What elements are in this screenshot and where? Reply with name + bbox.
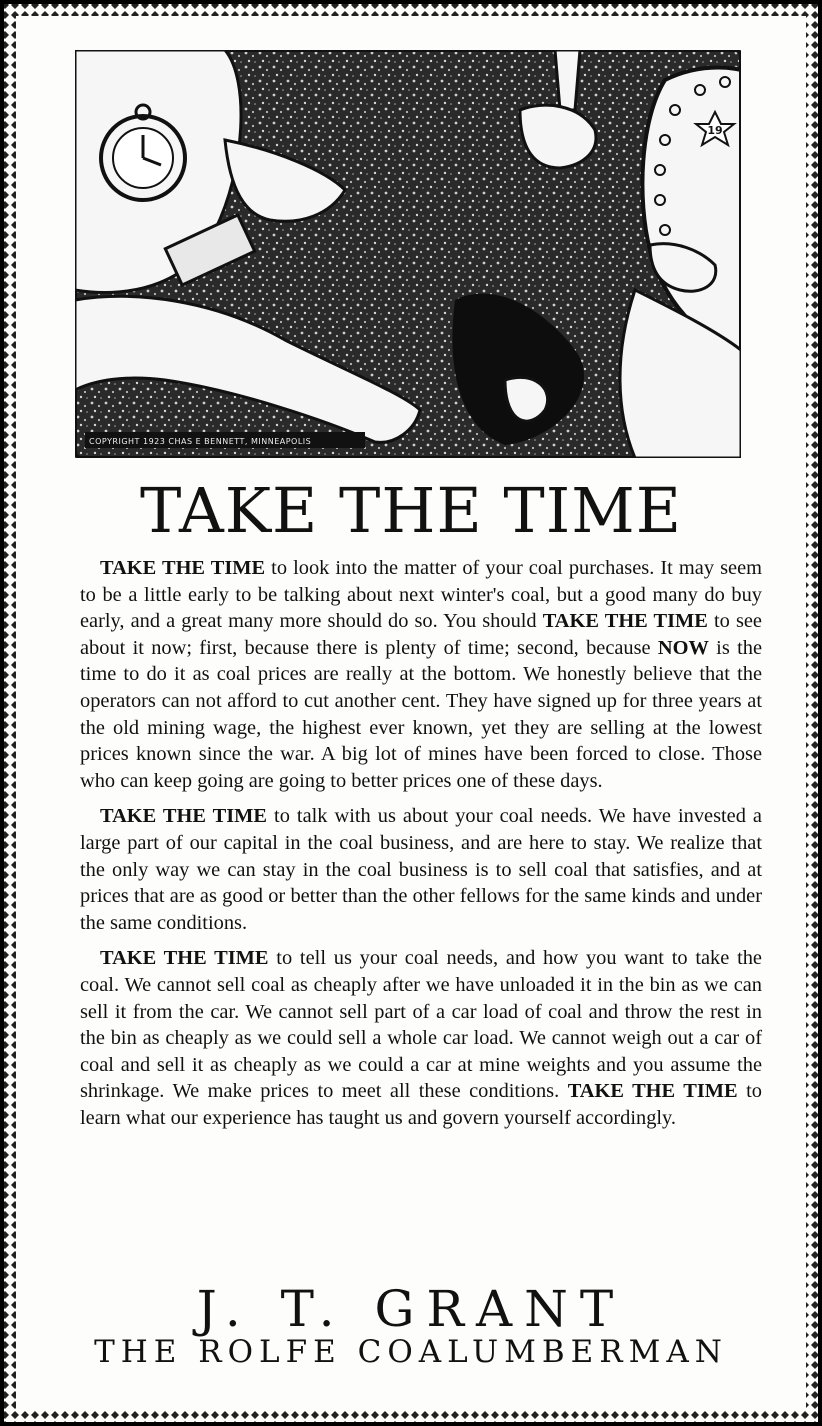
signature-name: J. T. GRANT	[196, 1280, 626, 1338]
copyright-line: COPYRIGHT 1923 CHAS E BENNETT, MINNEAPOLIS	[89, 437, 312, 446]
paragraph-1-lead: TAKE THE TIME	[100, 557, 266, 579]
shield-number: 19	[707, 124, 723, 137]
hands-clock-shield-map-illustration	[75, 50, 741, 458]
ad-body	[80, 555, 762, 1140]
paragraph-1-bold-now: NOW	[657, 636, 709, 659]
signature-title: THE ROLFE COALUMBERMAN	[94, 1334, 728, 1370]
paragraph-1	[80, 555, 762, 794]
paragraph-3	[80, 945, 762, 1131]
paragraph-1-bold-mid: TAKE THE TIME	[542, 610, 708, 633]
headline: TAKE THE TIME	[140, 474, 682, 547]
paragraph-1-text-3: is the time to do it as coal prices are really at the bottom. We honestly believe that the operators can not afford to cut another cent. They have signed up for three years at the old mining wage, the highest ever known, yet they are selling at the lowest prices known since the war. A big lot of mines have been forced to close. Those who can keep going are going to better prices one of these days.	[80, 636, 762, 792]
illustration-panel	[75, 50, 741, 458]
paragraph-2-text: to talk with us about your coal needs. We have invested a large part of our capital in the coal business, and are here to stay. We realize that the only way we can stay in the coal business is to sell coal that satisfies, and at prices that are as good or better than the other fellows for the same kinds and under the same conditions.	[80, 805, 762, 934]
paragraph-2	[80, 803, 762, 936]
paragraph-3-text: to tell us your coal needs, and how you want to take the coal. We cannot sell coal as cheaply after we have unloaded it in the bin as we can sell it from the car. We cannot sell part of a car load of coal and throw the rest in the bin as cheaply as we could sell a whole car load. We cannot weigh out a car of coal and sell it as cheaply as we could a car at mine weights and you assume the shrinkage. We make prices to meet all these conditions.	[80, 947, 762, 1103]
paragraph-3-text-2: to learn what our experience has taught us and govern yourself accordingly.	[80, 1080, 762, 1129]
paragraph-1-text-2: to see about it now; first, because there is plenty of time; second, because	[80, 610, 762, 659]
paragraph-3-lead: TAKE THE TIME	[100, 947, 269, 970]
paragraph-1-text: to look into the matter of your coal purchases. It may seem to be a little early to be talking about next winter's coal, but a good many do buy early, and a great many more should do so. You should	[80, 557, 762, 633]
paragraph-2-lead: TAKE THE TIME	[100, 805, 268, 828]
paragraph-3-bold-mid: TAKE THE TIME	[567, 1080, 738, 1103]
